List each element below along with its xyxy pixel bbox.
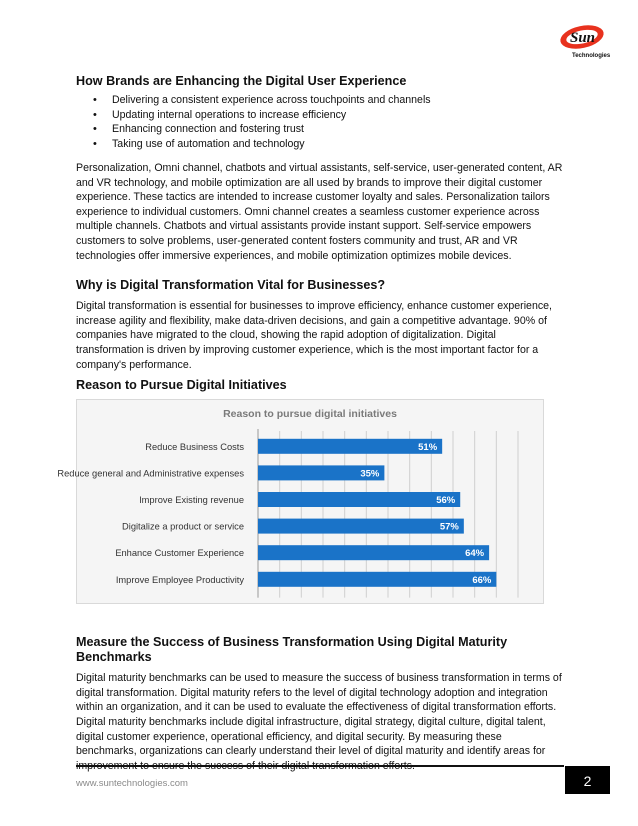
reasons-bar-chart: [57, 399, 544, 604]
page-content: [57, 74, 564, 773]
chart-bar: [258, 572, 496, 587]
digital-ux-bullet-list: [76, 93, 564, 151]
chart-data-label: 66%: [472, 574, 492, 586]
bullet-item: • Updating internal operations to increase efficiency: [112, 108, 564, 123]
bullet-item: • Delivering a consistent experience across touchpoints and channels: [112, 93, 564, 108]
chart-category-label: Enhance Customer Experience: [115, 548, 244, 559]
chart-category-label: Improve Employee Productivity: [115, 574, 244, 585]
footer-divider: [76, 765, 564, 767]
digital-ux-paragraph: Personalization, Omni channel, chatbots and virtual assistants, self-service, user-generated content, AR and VR technology, and mobile optimization are all used by brands to improve their digital customer experience. These tactics are intended to increase customer loyalty and sales. Personalization tailors experience to individual customers. Omni channel creates a seamless customer experience across multiple channels. Chatbots and virtual assistants provide instant support. Self-service empowers customers to solve problems, user-generated content fosters community and trust, AR and VR technologies offer immersive experiences, and mobile optimization optimizes mobile devices.: [76, 162, 563, 262]
svg-text:Sun: Sun: [570, 30, 596, 46]
chart-bar: [258, 545, 489, 560]
chart-bar: [258, 439, 442, 454]
section-heading-reasons: Reason to Pursue Digital Initiatives: [76, 378, 287, 393]
chart-data-label: 56%: [436, 495, 456, 507]
company-logo: [556, 22, 612, 60]
footer-website-link[interactable]: www.suntechnologies.com: [76, 778, 188, 789]
chart-category-label: Improve Existing revenue: [139, 495, 244, 506]
chart-data-label: 57%: [439, 521, 459, 533]
chart-data-label: 64%: [465, 548, 485, 560]
chart-canvas: [57, 400, 543, 603]
chart-bar: [258, 519, 464, 534]
chart-category-label: Reduce general and Administrative expenses: [57, 468, 244, 479]
why-digital-paragraph: Digital transformation is essential for businesses to improve efficiency, enhance customer experience, increase agility and flexibility, make data-driven decisions, and gain a competitive advantage. 90% of companies have migrated to the cloud, showing the rapid adoption of digitalization. Digital transformation is driven by improving customer experience, which is the most important factor for a company's performance.: [76, 300, 552, 371]
digital-maturity-paragraph: Digital maturity benchmarks can be used to measure the success of business transformation in terms of digital transformation. Digital maturity refers to the level of digital technology adoption and integration within an organization, and it can be used to evaluate the effectiveness of digital transformation efforts. Digital maturity benchmarks include digital infrastructure, digital strategy, digital culture, digital talent, digital customer experience, operational efficiency, and digital security. By measuring these benchmarks, organizations can clearly understand their level of digital maturity and identify areas for: [76, 672, 562, 758]
bullet-item: • Taking use of automation and technology: [112, 137, 564, 152]
section-heading-digital-maturity: Measure the Success of Business Transformation Using Digital Maturity Benchmarks: [76, 635, 508, 665]
section-heading-digital-ux: How Brands are Enhancing the Digital User Experience: [76, 74, 407, 88]
section-heading-why-digital: Why is Digital Transformation Vital for Businesses?: [76, 278, 386, 293]
chart-data-label: 35%: [360, 468, 380, 480]
chart-data-label: 51%: [418, 441, 438, 453]
chart-bar: [258, 492, 460, 507]
chart-category-label: Digitalize a product or service: [122, 521, 244, 532]
chart-category-label: Reduce Business Costs: [145, 441, 244, 452]
chart-title: Reason to pursue digital initiatives: [223, 408, 397, 421]
page-number: 2: [565, 766, 610, 794]
svg-text:Technologies: Technologies: [572, 53, 611, 59]
bullet-item: • Enhancing connection and fostering trust: [112, 122, 564, 137]
